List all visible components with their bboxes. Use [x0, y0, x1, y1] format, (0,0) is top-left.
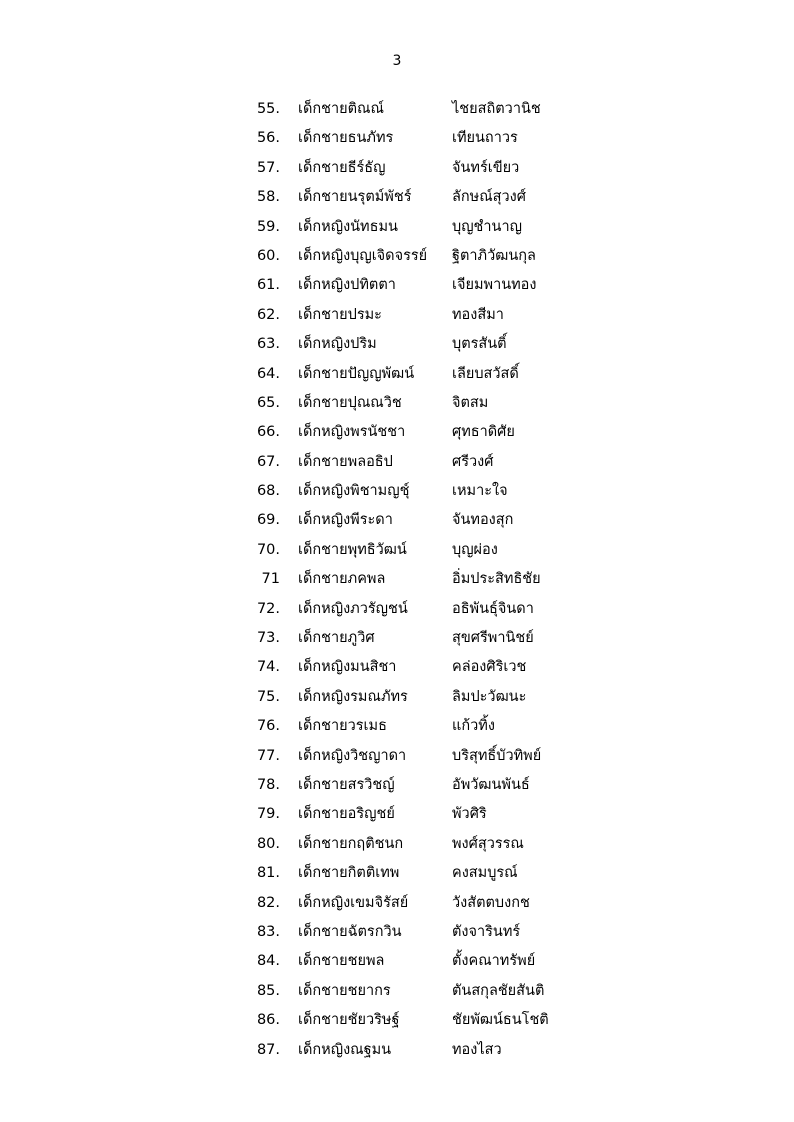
- entry-last-name: พัวศิริ: [452, 806, 487, 823]
- entry-first-name: เด็กหญิงเขมจิรัสย์: [298, 894, 409, 911]
- list-item: [0, 243, 794, 272]
- list-item: [0, 507, 794, 536]
- list-item: [0, 125, 794, 154]
- entry-first-name: เด็กชายปุณณวิช: [298, 394, 402, 411]
- list-item: [0, 919, 794, 948]
- entry-first-name: เด็กชายปรมะ: [298, 306, 382, 323]
- entry-last-name: เจียมพานทอง: [452, 277, 537, 294]
- entry-number: 85.: [256, 982, 280, 999]
- list-item: [0, 713, 794, 742]
- entry-number: 60.: [256, 247, 280, 264]
- list-item: [0, 1037, 794, 1066]
- entry-last-name: ตั้งคณาทรัพย์: [452, 953, 536, 970]
- list-item: [0, 566, 794, 595]
- entry-number: 65.: [256, 394, 280, 411]
- entry-first-name: เด็กหญิงณฐมน: [298, 1041, 392, 1058]
- entry-last-name: คล่องศิริเวช: [452, 659, 527, 676]
- entry-first-name: เด็กหญิงรมณภัทร: [298, 688, 408, 705]
- entry-last-name: บุญผ่อง: [452, 541, 498, 558]
- entry-first-name: เด็กชายสรวิชญ์: [298, 776, 395, 793]
- list-item: [0, 449, 794, 478]
- entry-number: 72.: [256, 600, 280, 617]
- entry-first-name: เด็กชายพลอธิป: [298, 453, 393, 470]
- entry-number: 59.: [256, 218, 280, 235]
- entry-last-name: ทองไสว: [452, 1041, 502, 1058]
- list-item: [0, 625, 794, 654]
- entry-first-name: เด็กหญิงพรนัชชา: [298, 424, 406, 441]
- list-item: [0, 390, 794, 419]
- entry-first-name: เด็กชายพุทธิวัฒน์: [298, 541, 407, 558]
- entry-last-name: ทองสีมา: [452, 306, 504, 323]
- entry-last-name: ศรีวงศ์: [452, 453, 494, 470]
- entry-first-name: เด็กชายอริญชย์: [298, 806, 395, 823]
- entry-last-name: ฐิตาภิวัฒนกุล: [452, 247, 536, 264]
- entry-number: 55.: [256, 101, 280, 117]
- list-item: [0, 272, 794, 301]
- list-item: [0, 478, 794, 507]
- entry-last-name: เทียนถาวร: [452, 130, 518, 147]
- entry-last-name: ลิมปะวัฒนะ: [452, 688, 527, 705]
- entry-number: 80.: [256, 835, 280, 852]
- entry-last-name: จันทร์เขียว: [452, 159, 520, 176]
- entry-number: 58.: [256, 189, 280, 206]
- entry-first-name: เด็กชายติณณ์: [298, 101, 384, 117]
- entry-number: 87.: [256, 1041, 280, 1058]
- entry-number: 74.: [256, 659, 280, 676]
- entry-number: 82.: [256, 894, 280, 911]
- list-item: [0, 831, 794, 860]
- entry-first-name: เด็กชายภคพล: [298, 571, 386, 588]
- entry-first-name: เด็กชายชยพล: [298, 953, 385, 970]
- entry-number: 83.: [256, 923, 280, 940]
- entry-number: 63.: [256, 336, 280, 353]
- entry-last-name: สุขศรีพานิชย์: [452, 630, 534, 647]
- entry-first-name: เด็กหญิงมนสิชา: [298, 659, 397, 676]
- entry-number: 86.: [256, 1012, 280, 1029]
- list-item: [0, 801, 794, 830]
- entry-last-name: แก้วทิ้ง: [452, 718, 495, 735]
- list-item: [0, 302, 794, 331]
- entry-first-name: เด็กชายกิตติเทพ: [298, 865, 400, 882]
- list-item: [0, 772, 794, 801]
- entry-first-name: เด็กหญิงวิชญาดา: [298, 747, 407, 764]
- list-item: [0, 1007, 794, 1036]
- entry-number: 56.: [256, 130, 280, 147]
- entry-number: 76.: [256, 718, 280, 735]
- entry-first-name: เด็กหญิงพิชามญชุ์: [298, 483, 410, 500]
- list-item: [0, 184, 794, 213]
- list-item: [0, 361, 794, 390]
- list-item: [0, 155, 794, 184]
- entry-first-name: เด็กชายธีร์ธัญ: [298, 159, 386, 176]
- entry-number: 81.: [256, 865, 280, 882]
- entry-last-name: จันทองสุก: [452, 512, 514, 529]
- entry-number: 70.: [256, 541, 280, 558]
- entry-number: 57.: [256, 159, 280, 176]
- entry-last-name: เหมาะใจ: [452, 483, 508, 500]
- entry-last-name: คงสมบูรณ์: [452, 865, 518, 882]
- entry-last-name: เลียบสวัสดิ์: [452, 365, 519, 382]
- entry-first-name: เด็กชายภูวิศ: [298, 630, 375, 647]
- entry-first-name: เด็กหญิงปทิตตา: [298, 277, 396, 294]
- entry-first-name: เด็กหญิงภวรัญชน์: [298, 600, 408, 617]
- entry-number: 69.: [256, 512, 280, 529]
- entry-first-name: เด็กชายชยากร: [298, 982, 391, 999]
- entry-number: 75.: [256, 688, 280, 705]
- entry-number: 68.: [256, 483, 280, 500]
- entry-last-name: ตังจารินทร์: [452, 923, 521, 940]
- entry-first-name: เด็กชายนรุตม์พัชร์: [298, 189, 412, 206]
- list-item: [0, 860, 794, 889]
- entry-number: 66.: [256, 424, 280, 441]
- entry-number: 84.: [256, 953, 280, 970]
- list-item: [0, 331, 794, 360]
- list-item: [0, 96, 794, 125]
- list-item: [0, 537, 794, 566]
- list-item: [0, 596, 794, 625]
- entry-last-name: จิตสม: [452, 394, 489, 411]
- entry-first-name: เด็กชายวรเมธ: [298, 718, 387, 735]
- entry-first-name: เด็กชายชัยวริษฐ์: [298, 1012, 400, 1029]
- list-item: [0, 214, 794, 243]
- list-item: [0, 419, 794, 448]
- entry-last-name: บริสุทธิ์บัวทิพย์: [452, 747, 542, 764]
- entry-number: 79.: [256, 806, 280, 823]
- entry-number: 77.: [256, 747, 280, 764]
- entry-number: 73.: [256, 630, 280, 647]
- list-item: [0, 890, 794, 919]
- list-item: [0, 978, 794, 1007]
- entry-number: 67.: [256, 453, 280, 470]
- list-item: [0, 948, 794, 977]
- entry-last-name: อธิพันธุ์จินดา: [452, 600, 534, 617]
- list-item: [0, 654, 794, 683]
- student-name-list: [0, 96, 794, 1066]
- entry-last-name: พงศ์สุวรรณ: [452, 835, 524, 852]
- entry-number: 64.: [256, 365, 280, 382]
- entry-last-name: ไชยสถิตวานิช: [452, 101, 541, 117]
- page-number: 3: [392, 53, 402, 69]
- entry-last-name: บุญชำนาญ: [452, 218, 522, 235]
- entry-first-name: เด็กหญิงพีระดา: [298, 512, 393, 529]
- entry-last-name: วังสัตตบงกช: [452, 894, 530, 911]
- list-item: [0, 684, 794, 713]
- entry-first-name: เด็กหญิงนัทธมน: [298, 218, 398, 235]
- entry-first-name: เด็กหญิงบุญเจิดจรรย์: [298, 247, 428, 264]
- entry-last-name: อัพวัฒนพันธ์: [452, 776, 530, 793]
- entry-number: 78.: [256, 776, 280, 793]
- entry-last-name: บุตรสันติ์: [452, 336, 507, 353]
- entry-last-name: อิ่มประสิทธิชัย: [452, 571, 541, 588]
- list-item: [0, 743, 794, 772]
- entry-first-name: เด็กชายปัญญพัฒน์: [298, 365, 415, 382]
- entry-first-name: เด็กชายฉัตรกวิน: [298, 923, 402, 940]
- entry-number: 61.: [256, 277, 280, 294]
- entry-last-name: ศุทธาดิศัย: [452, 424, 515, 441]
- entry-last-name: ชัยพัฒน์ธนโชติ: [452, 1012, 549, 1029]
- entry-first-name: เด็กหญิงปริม: [298, 336, 377, 353]
- entry-first-name: เด็กชายธนภัทร: [298, 130, 394, 147]
- entry-number: 62.: [256, 306, 280, 323]
- entry-last-name: ตันสกุลชัยสันติ: [452, 982, 545, 999]
- entry-number: 71: [261, 571, 280, 588]
- entry-last-name: ลักษณ์สุวงศ์: [452, 189, 526, 206]
- entry-first-name: เด็กชายกฤติชนก: [298, 835, 404, 852]
